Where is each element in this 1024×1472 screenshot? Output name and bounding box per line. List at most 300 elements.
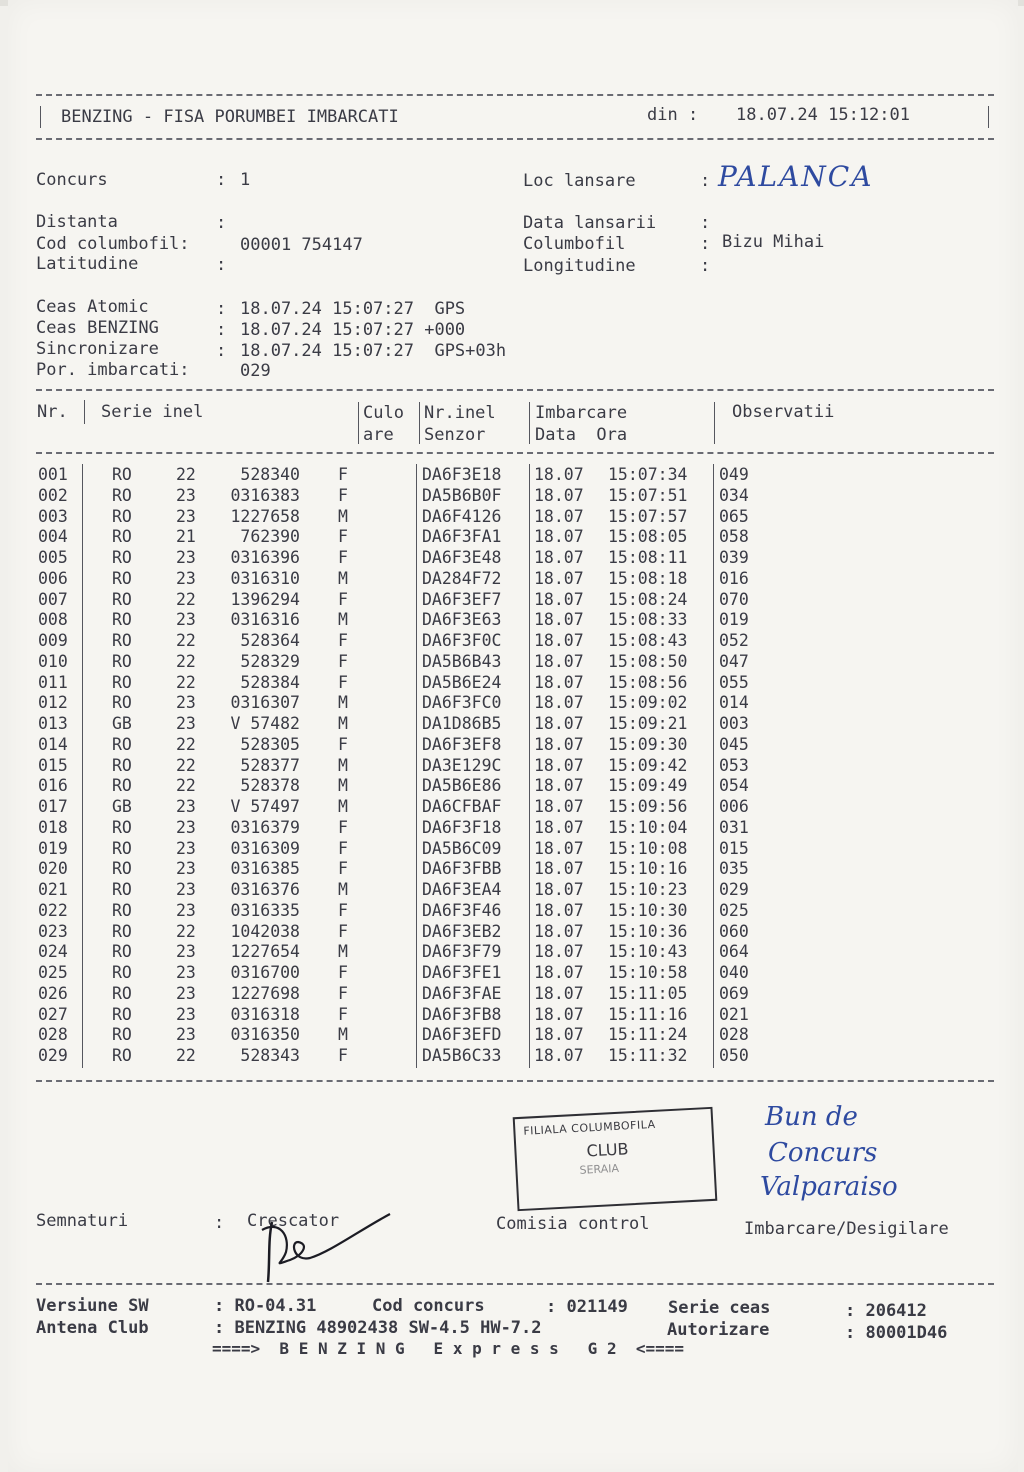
row-year: 21 [176,527,196,547]
row-country: RO [112,672,132,692]
row-sensor-id: DA5B6C33 [422,1046,502,1065]
row-country: RO [112,1046,132,1065]
row-nr: 025 [38,963,68,982]
row-ring-number: V 57497 [230,797,300,816]
imbarcati-count: 029 [240,361,271,381]
row-observation: 019 [719,610,749,630]
separator-line [36,138,994,140]
row-year: 22 [176,589,196,609]
row-year: 23 [176,693,196,713]
row-sex: F [338,963,348,982]
row-year: 23 [176,1004,196,1024]
row-observation: 058 [719,527,749,547]
autorizare-value: : 80001D46 [845,1323,948,1343]
row-observation: 054 [719,776,749,796]
row-observation: 028 [719,1025,749,1045]
page-title: BENZING - FISA PORUMBEI IMBARCATI [61,107,399,127]
row-date: 18.07 [534,755,584,775]
row-ring-number: 0316307 [230,693,300,713]
row-country: RO [112,485,132,505]
print-timestamp: 18.07.24 15:12:01 [736,105,910,125]
loc-lansare-label: Loc lansare [523,171,636,191]
row-date: 18.07 [534,506,584,526]
comisia-control-label: Comisia control [496,1214,650,1234]
row-country: RO [112,983,132,1003]
row-country: RO [112,776,132,796]
row-sex: F [338,859,348,879]
row-country: RO [112,859,132,879]
row-country: RO [112,838,132,858]
row-country: RO [112,900,132,920]
row-sex: F [338,631,348,650]
row-country: RO [112,921,132,941]
row-sensor-id: DA6F3EF8 [422,734,502,754]
row-time: 15:08:33 [608,610,688,630]
colon: : [216,341,227,361]
row-country: RO [112,734,132,754]
ceas-benzing-label: Ceas BENZING [36,318,159,338]
concurs-value: 1 [240,170,251,190]
row-sensor-id: DA6F3FC0 [422,693,502,713]
row-sex: F [338,983,348,1003]
row-time: 15:07:51 [608,485,688,505]
row-sensor-id: DA6CFBAF [422,797,502,816]
row-observation: 015 [719,838,749,858]
row-nr: 024 [38,942,68,962]
row-date: 18.07 [534,838,584,858]
colon: : [216,170,227,190]
row-time: 15:11:16 [608,1004,688,1024]
row-ring-number: 0316316 [230,610,300,630]
club-stamp [513,1107,718,1211]
row-country: RO [112,631,132,650]
row-ring-number: V 57482 [230,714,300,733]
col-divider-senzor [416,464,417,1068]
row-observation: 055 [719,672,749,692]
row-observation: 065 [719,506,749,526]
row-country: RO [112,465,132,484]
row-nr: 003 [38,506,68,526]
row-year: 23 [176,963,196,982]
row-country: RO [112,527,132,547]
serie-ceas-label: Serie ceas [668,1298,771,1318]
row-sensor-id: DA6F3EA4 [422,880,502,899]
row-sensor-id: DA6F3E18 [422,465,502,484]
row-ring-number: 0316379 [230,817,300,837]
row-year: 23 [176,859,196,879]
row-observation: 052 [719,631,749,650]
row-sensor-id: DA6F3EB2 [422,921,502,941]
row-date: 18.07 [534,589,584,609]
row-nr: 014 [38,734,68,754]
row-observation: 069 [719,983,749,1003]
row-observation: 040 [719,963,749,982]
row-date: 18.07 [534,631,584,650]
row-observation: 070 [719,589,749,609]
row-sex: F [338,817,348,837]
cod-concurs-value: : 021149 [546,1297,628,1317]
row-date: 18.07 [534,651,584,671]
row-date: 18.07 [534,963,584,982]
row-observation: 006 [719,797,749,816]
row-date: 18.07 [534,817,584,837]
row-date: 18.07 [534,714,584,733]
row-sensor-id: DA5B6C09 [422,838,502,858]
row-sensor-id: DA284F72 [422,568,502,588]
row-sensor-id: DA6F4126 [422,506,502,526]
row-ring-number: 0316396 [230,548,300,567]
row-year: 23 [176,880,196,899]
colon: : [700,171,711,191]
row-time: 15:10:36 [608,921,688,941]
row-observation: 047 [719,651,749,671]
row-country: RO [112,589,132,609]
row-observation: 045 [719,734,749,754]
row-sex: F [338,589,348,609]
row-sex: M [338,714,348,733]
row-sex: M [338,693,348,713]
row-country: RO [112,1004,132,1024]
handwritten-note-line-3: Valparaiso [760,1172,898,1202]
row-nr: 020 [38,859,68,879]
row-sex: M [338,1025,348,1045]
row-country: RO [112,963,132,982]
row-year: 22 [176,651,196,671]
row-date: 18.07 [534,921,584,941]
row-nr: 012 [38,693,68,713]
row-observation: 016 [719,568,749,588]
row-observation: 003 [719,714,749,733]
row-country: RO [112,651,132,671]
row-nr: 017 [38,797,68,816]
row-nr: 026 [38,983,68,1003]
row-sensor-id: DA3E129C [422,755,502,775]
row-date: 18.07 [534,568,584,588]
row-sex: F [338,527,348,547]
row-sex: M [338,776,348,796]
semnaturi-label: Semnaturi [36,1211,129,1231]
row-observation: 029 [719,880,749,899]
row-ring-number: 528364 [240,631,300,650]
row-year: 23 [176,714,196,733]
row-sensor-id: DA6F3EF7 [422,589,502,609]
ceas-atomic-value: 18.07.24 15:07:27 GPS [240,299,466,319]
row-time: 15:11:05 [608,983,688,1003]
col-divider-observatii [713,464,714,1068]
row-nr: 023 [38,921,68,941]
cod-columbofil-value: 00001 754147 [240,235,363,255]
row-ring-number: 528377 [240,755,300,775]
row-sex: M [338,568,348,588]
row-nr: 006 [38,568,68,588]
row-sex: F [338,1004,348,1024]
row-sex: F [338,548,348,567]
row-date: 18.07 [534,672,584,692]
row-observation: 025 [719,900,749,920]
row-year: 23 [176,548,196,567]
row-nr: 007 [38,589,68,609]
row-country: RO [112,693,132,713]
row-ring-number: 1227698 [230,983,300,1003]
columbofil-value: Bizu Mihai [722,232,825,252]
row-time: 15:10:04 [608,817,688,837]
crescator-label: Crescator [247,1211,340,1231]
row-year: 23 [176,900,196,920]
row-year: 23 [176,1025,196,1045]
row-date: 18.07 [534,1025,584,1045]
row-country: GB [112,797,132,816]
row-time: 15:08:05 [608,527,688,547]
row-time: 15:09:42 [608,755,688,775]
colon: : [216,255,227,275]
cod-columbofil-label: Cod columbofil: [36,234,190,254]
ceas-benzing-value: 18.07.24 15:07:27 +000 [240,320,466,340]
row-year: 22 [176,755,196,775]
row-date: 18.07 [534,983,584,1003]
row-sensor-id: DA6F3FE1 [422,963,502,982]
row-nr: 029 [38,1046,68,1065]
row-ring-number: 0316318 [230,1004,300,1024]
row-nr: 013 [38,714,68,733]
row-sex: F [338,1046,348,1065]
col-header-culoare-2: are [363,425,394,445]
cod-concurs-label: Cod concurs [372,1296,485,1316]
row-sex: F [338,838,348,858]
col-header-observatii: Observatii [732,402,835,422]
row-sensor-id: DA6F3FA1 [422,527,502,547]
row-time: 15:09:21 [608,714,688,733]
row-date: 18.07 [534,693,584,713]
colon: : [700,256,711,276]
colon: : [214,1213,225,1233]
row-sensor-id: DA1D86B5 [422,714,502,733]
row-time: 15:07:57 [608,506,688,526]
longitudine-label: Longitudine [523,256,636,276]
row-observation: 035 [719,859,749,879]
row-year: 22 [176,921,196,941]
sincronizare-label: Sincronizare [36,339,159,359]
row-date: 18.07 [534,1046,584,1065]
row-country: RO [112,755,132,775]
row-observation: 049 [719,465,749,484]
row-year: 23 [176,610,196,630]
row-sensor-id: DA6F3F79 [422,942,502,962]
col-header-imbarcare-2: Data Ora [535,425,628,445]
row-year: 23 [176,506,196,526]
autorizare-label: Autorizare [667,1320,770,1340]
row-ring-number: 528343 [240,1046,300,1065]
row-nr: 008 [38,610,68,630]
row-year: 23 [176,568,196,588]
separator-line [36,389,994,391]
row-sensor-id: DA6F3F46 [422,900,502,920]
row-time: 15:08:56 [608,672,688,692]
separator-line [36,452,994,454]
row-sensor-id: DA5B6E24 [422,672,502,692]
row-sensor-id: DA6F3E48 [422,548,502,567]
row-sex: M [338,880,348,899]
row-sensor-id: DA6F3E63 [422,610,502,630]
row-country: RO [112,942,132,962]
row-country: RO [112,610,132,630]
row-year: 22 [176,1046,196,1065]
row-date: 18.07 [534,527,584,547]
row-country: GB [112,714,132,733]
row-time: 15:10:16 [608,859,688,879]
col-header-serie: Serie inel [101,402,204,422]
row-date: 18.07 [534,942,584,962]
row-ring-number: 1227654 [230,942,300,962]
row-nr: 022 [38,900,68,920]
row-nr: 009 [38,631,68,650]
row-time: 15:08:18 [608,568,688,588]
row-ring-number: 0316376 [230,880,300,899]
separator-line [36,1080,994,1082]
row-time: 15:08:50 [608,651,688,671]
columbofil-label: Columbofil [523,234,626,254]
row-ring-number: 528378 [240,776,300,796]
row-year: 23 [176,942,196,962]
antena-club-label: Antena Club [36,1318,149,1338]
row-observation: 014 [719,693,749,713]
versiune-sw-label: Versiune SW [36,1296,149,1316]
row-country: RO [112,506,132,526]
col-header-nrinel-1: Nr.inel [424,403,496,423]
date-label: din : [647,105,699,125]
separator-line [36,94,994,96]
header-left-bar [40,106,41,128]
row-sex: F [338,734,348,754]
row-sensor-id: DA6F3F18 [422,817,502,837]
row-nr: 018 [38,817,68,837]
row-ring-number: 1042038 [230,921,300,941]
row-sensor-id: DA6F3EFD [422,1025,502,1045]
header-right-bar [988,106,989,128]
distanta-label: Distanta [36,212,118,232]
row-observation: 064 [719,942,749,962]
row-country: RO [112,880,132,899]
row-sex: M [338,942,348,962]
row-country: RO [112,548,132,567]
ceas-atomic-label: Ceas Atomic [36,297,149,317]
row-nr: 010 [38,651,68,671]
row-sex: F [338,651,348,671]
row-ring-number: 1396294 [230,589,300,609]
row-date: 18.07 [534,1004,584,1024]
row-sex: F [338,672,348,692]
row-ring-number: 0316383 [230,485,300,505]
row-year: 22 [176,672,196,692]
row-year: 23 [176,797,196,816]
row-year: 22 [176,776,196,796]
row-nr: 005 [38,548,68,567]
row-nr: 001 [38,465,68,484]
col-header-nr: Nr. [37,402,68,422]
row-sensor-id: DA6F3FAE [422,983,502,1003]
row-sex: F [338,900,348,920]
row-year: 22 [176,465,196,484]
row-sensor-id: DA5B6E86 [422,776,502,796]
row-year: 22 [176,631,196,650]
row-time: 15:11:32 [608,1046,688,1065]
colon: : [216,299,227,319]
row-ring-number: 0316700 [230,963,300,982]
row-time: 15:10:23 [608,880,688,899]
col-divider [358,402,359,444]
row-date: 18.07 [534,465,584,484]
separator-line [36,1283,994,1285]
row-time: 15:10:43 [608,942,688,962]
col-header-culoare-1: Culo [363,403,404,423]
row-date: 18.07 [534,880,584,899]
stamp-line-1: FILIALA COLUMBOFILA [523,1117,656,1138]
row-sensor-id: DA6F3FBB [422,859,502,879]
row-ring-number: 0316350 [230,1025,300,1045]
row-sex: M [338,610,348,630]
handwritten-note-line-2: Concurs [768,1138,878,1168]
row-sex: M [338,755,348,775]
row-year: 23 [176,983,196,1003]
row-time: 15:10:08 [608,838,688,858]
row-date: 18.07 [534,776,584,796]
col-header-imbarcare-1: Imbarcare [535,403,628,423]
row-sensor-id: DA5B6B43 [422,651,502,671]
row-nr: 011 [38,672,68,692]
row-nr: 028 [38,1025,68,1045]
colon: : [700,213,711,233]
document-page [8,0,1018,1472]
sincronizare-value: 18.07.24 15:07:27 GPS+03h [240,341,507,361]
row-nr: 021 [38,880,68,899]
col-divider-imbarcare [529,464,530,1068]
row-observation: 031 [719,817,749,837]
benzing-express-banner: ====> B E N Z I N G E x p r e s s G 2 <==== [212,1339,685,1358]
row-date: 18.07 [534,548,584,567]
colon: : [216,320,227,340]
row-time: 15:09:30 [608,734,688,754]
row-ring-number: 528305 [240,734,300,754]
imbarcare-desigilare-label: Imbarcare/Desigilare [744,1219,949,1239]
row-time: 15:08:11 [608,548,688,567]
colon: : [700,234,711,254]
row-year: 23 [176,817,196,837]
row-sex: M [338,506,348,526]
row-sex: F [338,465,348,484]
row-nr: 015 [38,755,68,775]
latitudine-label: Latitudine [36,254,139,274]
row-observation: 034 [719,485,749,505]
row-year: 23 [176,485,196,505]
row-year: 22 [176,734,196,754]
col-header-nrinel-2: Senzor [424,425,486,445]
antena-club-value: : BENZING 48902438 SW-4.5 HW-7.2 [214,1318,542,1338]
row-sensor-id: DA6F3FB8 [422,1004,502,1024]
row-date: 18.07 [534,859,584,879]
row-ring-number: 762390 [240,527,300,547]
row-ring-number: 0316309 [230,838,300,858]
row-time: 15:07:34 [608,465,688,484]
row-observation: 060 [719,921,749,941]
stamp-line-2: CLUB [586,1139,629,1161]
row-observation: 053 [719,755,749,775]
row-sex: F [338,485,348,505]
serie-ceas-value: : 206412 [845,1301,927,1321]
row-date: 18.07 [534,485,584,505]
col-divider [529,402,530,444]
row-ring-number: 528340 [240,465,300,484]
concurs-label: Concurs [36,170,108,190]
row-time: 15:11:24 [608,1025,688,1045]
